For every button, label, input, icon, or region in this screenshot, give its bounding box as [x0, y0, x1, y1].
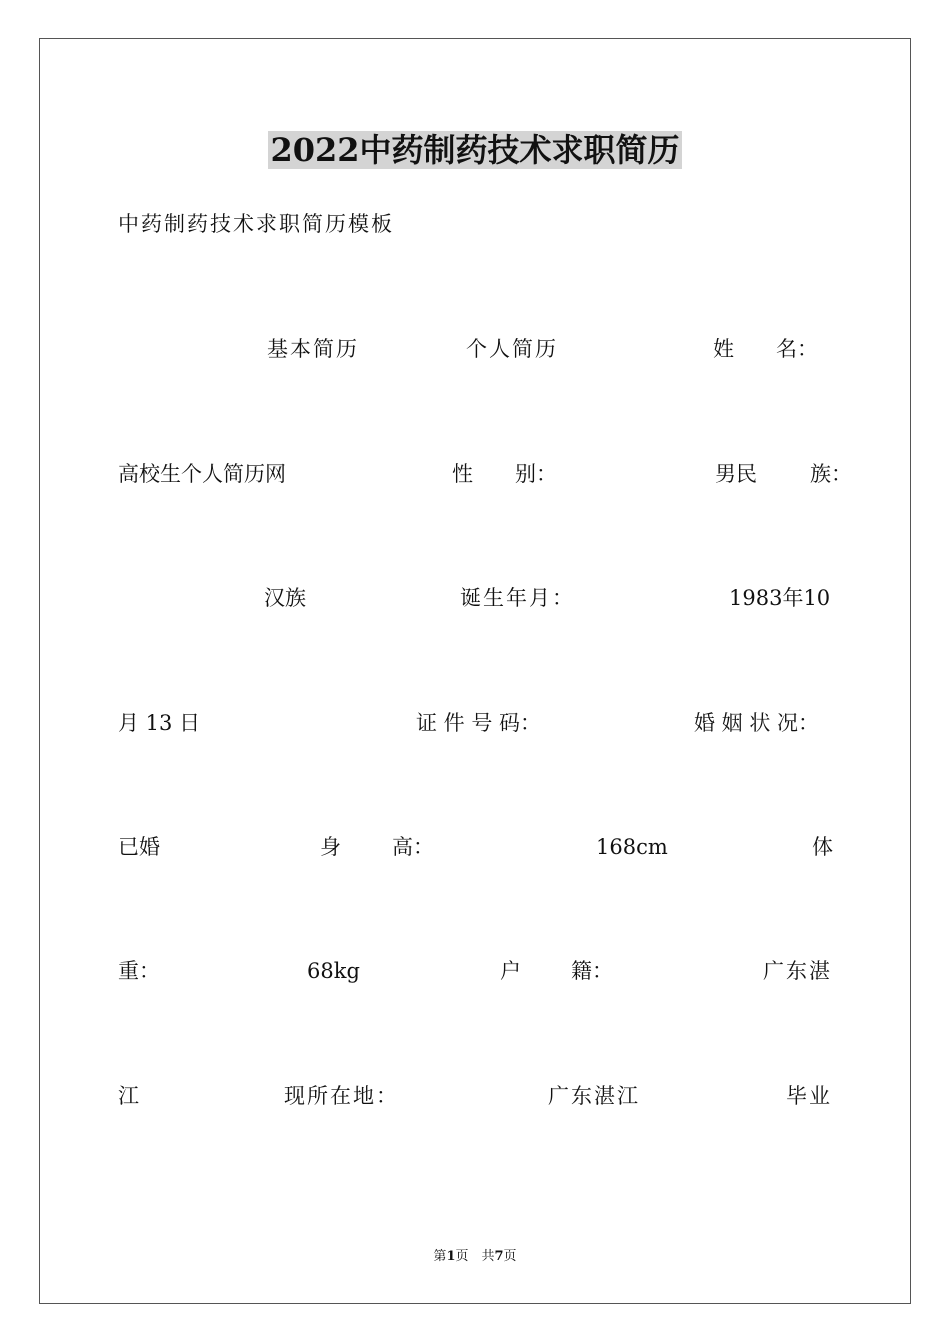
footer-suffix: 页 [503, 1249, 517, 1264]
text-graduation-label-start: 毕业 [786, 1084, 832, 1108]
document-subtitle: 中药制药技术求职简历模板 [118, 212, 394, 236]
text-ethnicity-value: 汉族 [264, 586, 306, 610]
text-site-name: 高校生个人简历网 [118, 462, 286, 486]
text-marital-label: 婚 姻 状 况： [694, 711, 820, 735]
footer-mid: 页 共 [455, 1249, 495, 1264]
text-hukou-value-end: 江 [118, 1084, 139, 1108]
text-birth-value-start: 1983年10 [729, 586, 831, 610]
text-height-label-a: 身 [320, 835, 341, 859]
text-height-label-b: 高： [392, 835, 434, 859]
text-weight-value: 68kg [307, 959, 360, 983]
text-weight-label-start: 体 [812, 835, 833, 859]
text-birth-label: 诞生年月： [460, 586, 575, 610]
document-title-text: 2022中药制药技术求职简历 [270, 131, 680, 169]
text-ethnicity-label: 族： [810, 462, 852, 486]
text-height-value: 168cm [596, 835, 668, 859]
document-title [0, 128, 950, 172]
text-location-value: 广东湛江 [548, 1084, 640, 1108]
footer-current-page: 1 [446, 1249, 456, 1264]
text-gender-label: 性 别： [452, 462, 557, 486]
text-hukou-label-b: 籍： [571, 959, 613, 983]
text-hukou-label-a: 户 [500, 959, 521, 983]
text-hukou-value-start: 广东湛 [763, 959, 832, 983]
text-marital-value: 已婚 [118, 835, 160, 859]
text-basic-resume: 基本简历 [267, 337, 359, 361]
text-gender-value: 男民 [715, 462, 757, 486]
footer-total-pages: 7 [494, 1249, 504, 1264]
text-personal-resume: 个人简历 [466, 337, 558, 361]
page-footer [0, 1248, 950, 1266]
text-name-label: 姓 名： [713, 337, 818, 361]
text-birth-value-end: 月 13 日 [118, 711, 201, 735]
footer-prefix: 第 [433, 1249, 447, 1264]
text-weight-label-end: 重： [118, 959, 160, 983]
text-location-label: 现所在地： [284, 1084, 399, 1108]
text-id-label: 证 件 号 码： [416, 711, 542, 735]
